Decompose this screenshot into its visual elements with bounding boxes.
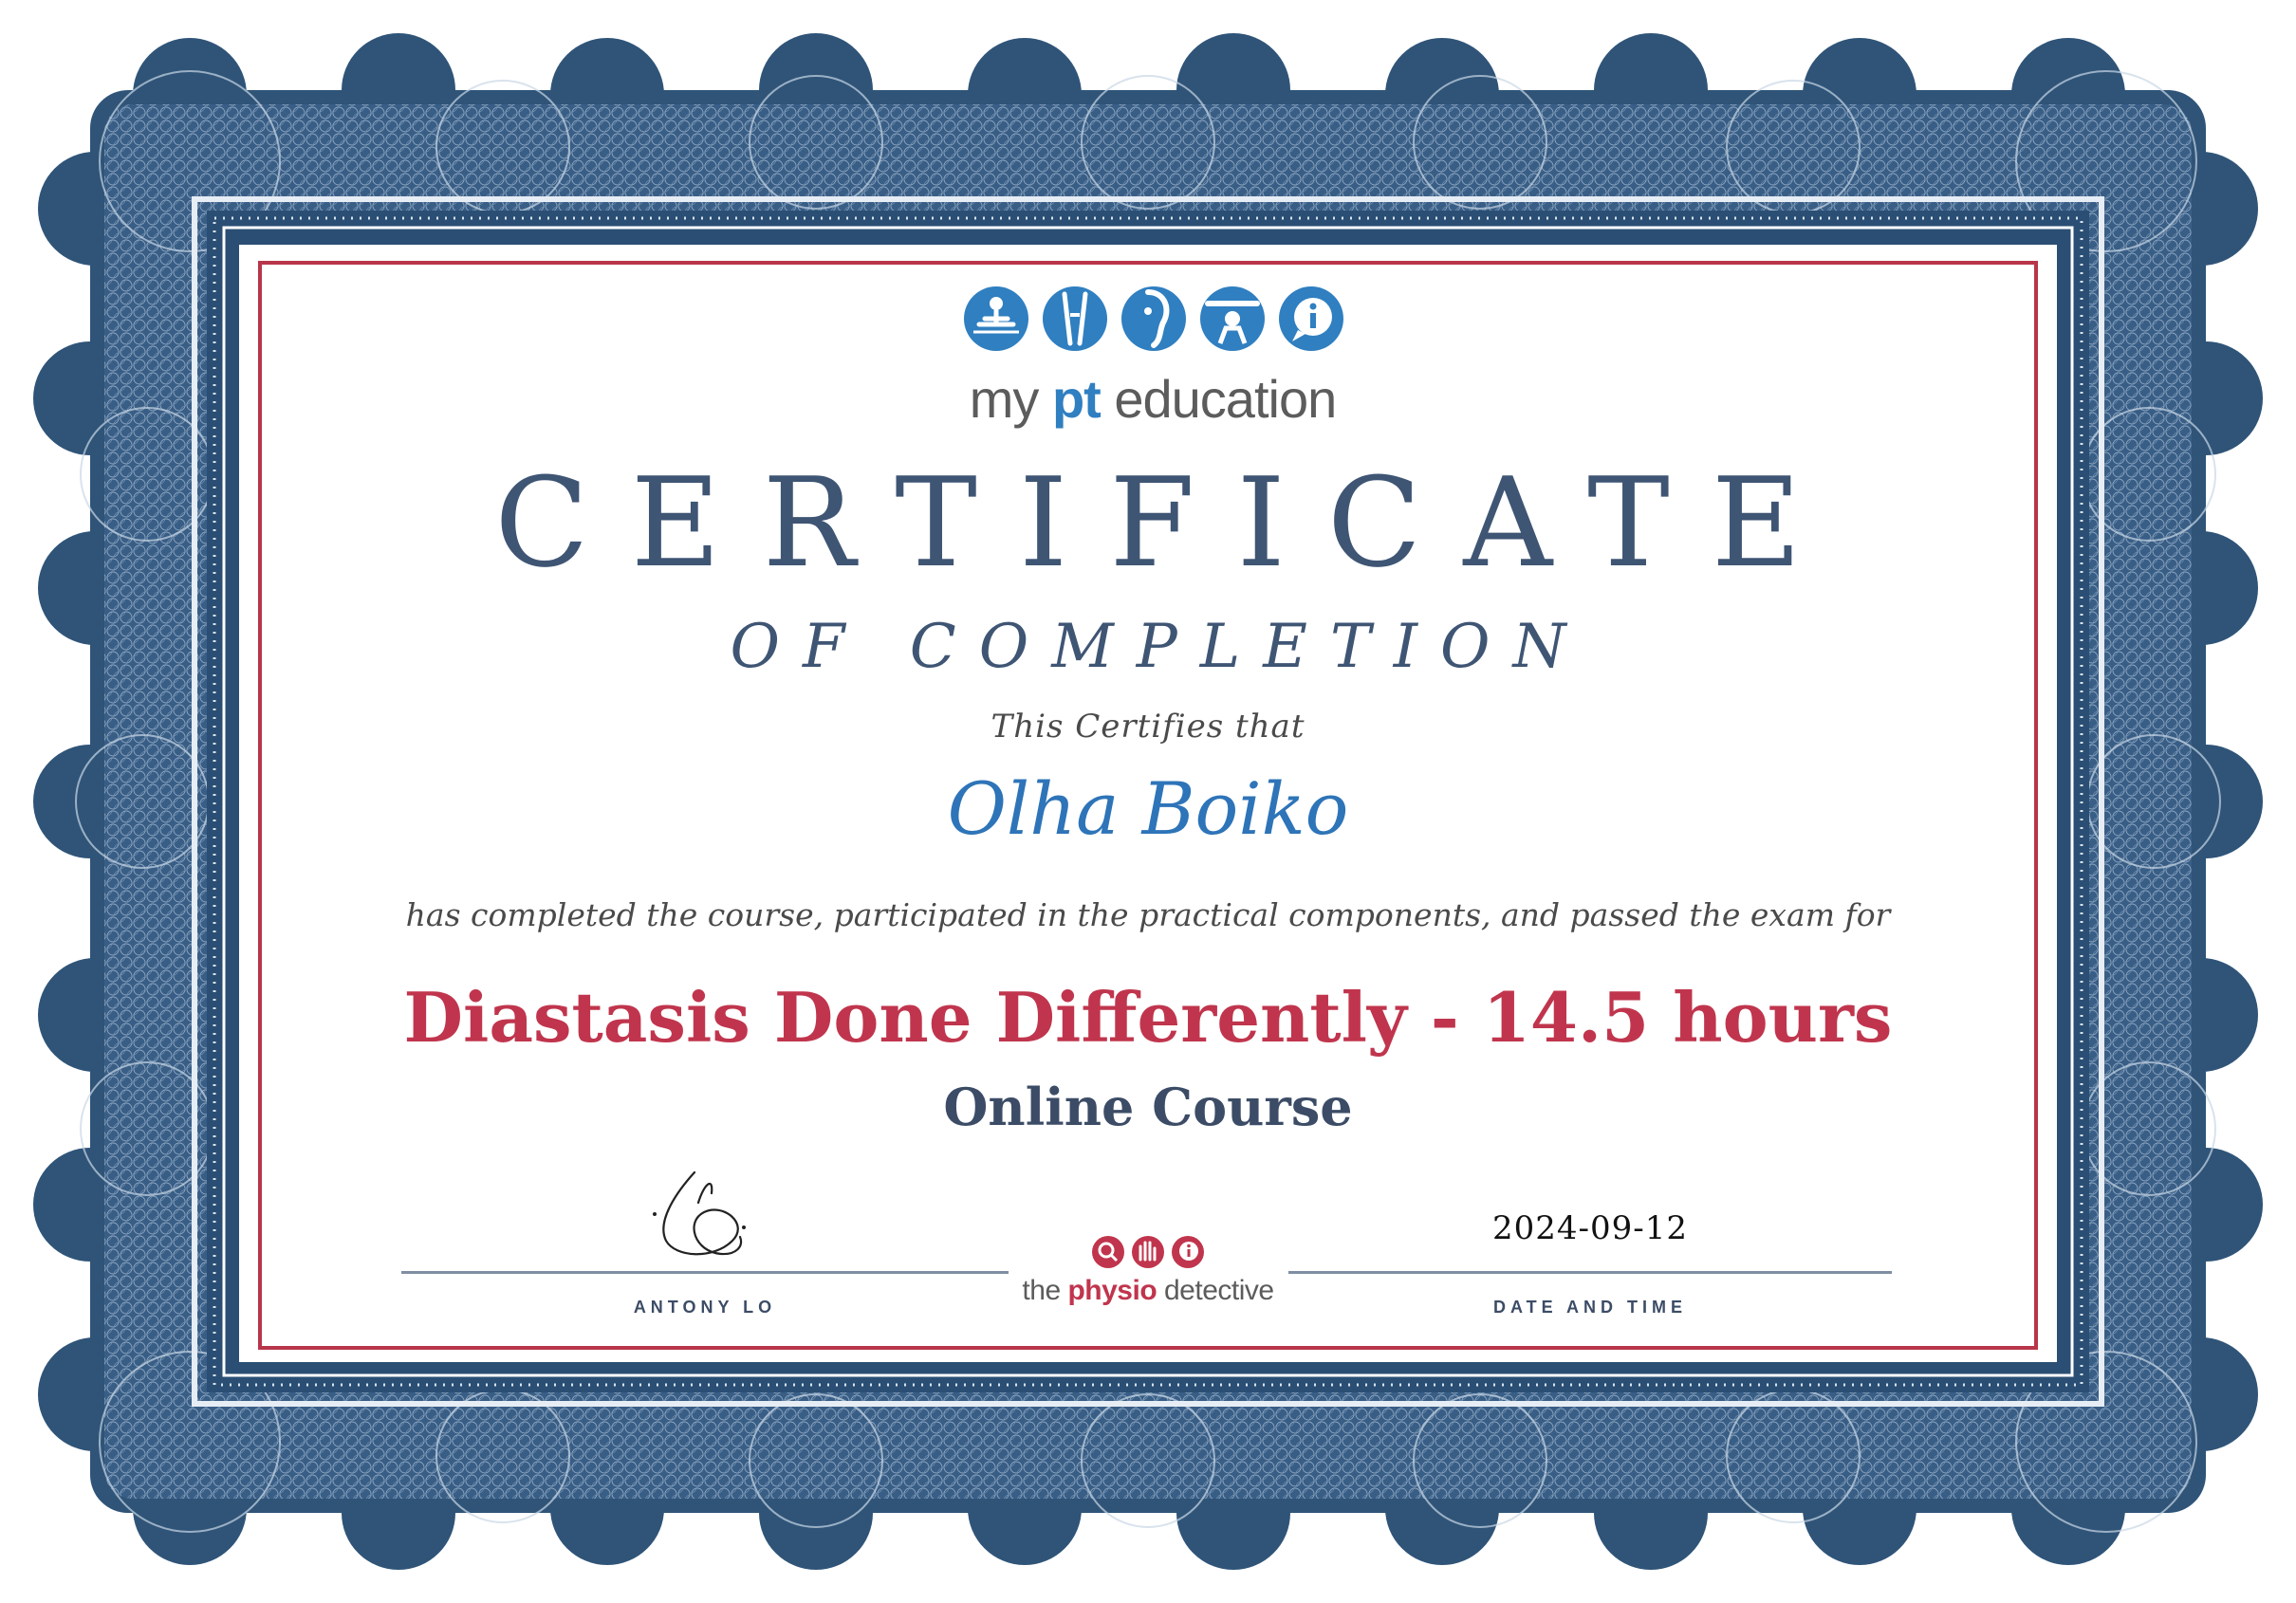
hand-icon xyxy=(1132,1236,1164,1268)
date-line xyxy=(1288,1271,1892,1274)
recipient-name: Olha Boiko xyxy=(947,766,1349,851)
lifting-figure-icon xyxy=(1200,286,1265,351)
completion-statement: has completed the course, participated in the practical components, and passed the exam for xyxy=(405,896,1891,933)
partner-prefix: the xyxy=(1022,1275,1068,1306)
certificate-title: CERTIFICATE xyxy=(494,451,1843,595)
partner-highlight: physio xyxy=(1067,1275,1157,1306)
spine-icon xyxy=(1043,286,1107,351)
head-profile-icon xyxy=(1121,286,1186,351)
date-label: DATE AND TIME xyxy=(1493,1298,1687,1317)
logo-wordmark xyxy=(958,368,1347,430)
logo-prefix: my xyxy=(969,369,1052,429)
certifies-text: This Certifies that xyxy=(991,708,1305,746)
course-format: Online Course xyxy=(943,1077,1353,1137)
logo-icon-row xyxy=(958,281,1347,357)
info-bubble-icon xyxy=(1172,1236,1204,1268)
magnifier-icon xyxy=(1092,1236,1124,1268)
completion-date: 2024-09-12 xyxy=(1491,1209,1689,1247)
signer-name: ANTONY LO xyxy=(633,1298,777,1317)
info-chat-icon xyxy=(1279,286,1343,351)
signature-line xyxy=(401,1271,1009,1274)
certificate-subtitle: OF COMPLETION xyxy=(730,612,1589,682)
physio-icon-row xyxy=(1006,1233,1290,1271)
physio-detective-logo xyxy=(1006,1233,1290,1318)
physio-wordmark xyxy=(1006,1275,1290,1307)
meditation-figure-icon xyxy=(964,286,1028,351)
logo-highlight: pt xyxy=(1051,369,1101,429)
logo-suffix: education xyxy=(1100,369,1337,429)
partner-suffix: detective xyxy=(1157,1275,1274,1306)
course-name: Diastasis Done Differently - 14.5 hours xyxy=(403,977,1893,1058)
my-pt-education-logo xyxy=(958,281,1347,433)
signature-mark xyxy=(638,1165,770,1269)
